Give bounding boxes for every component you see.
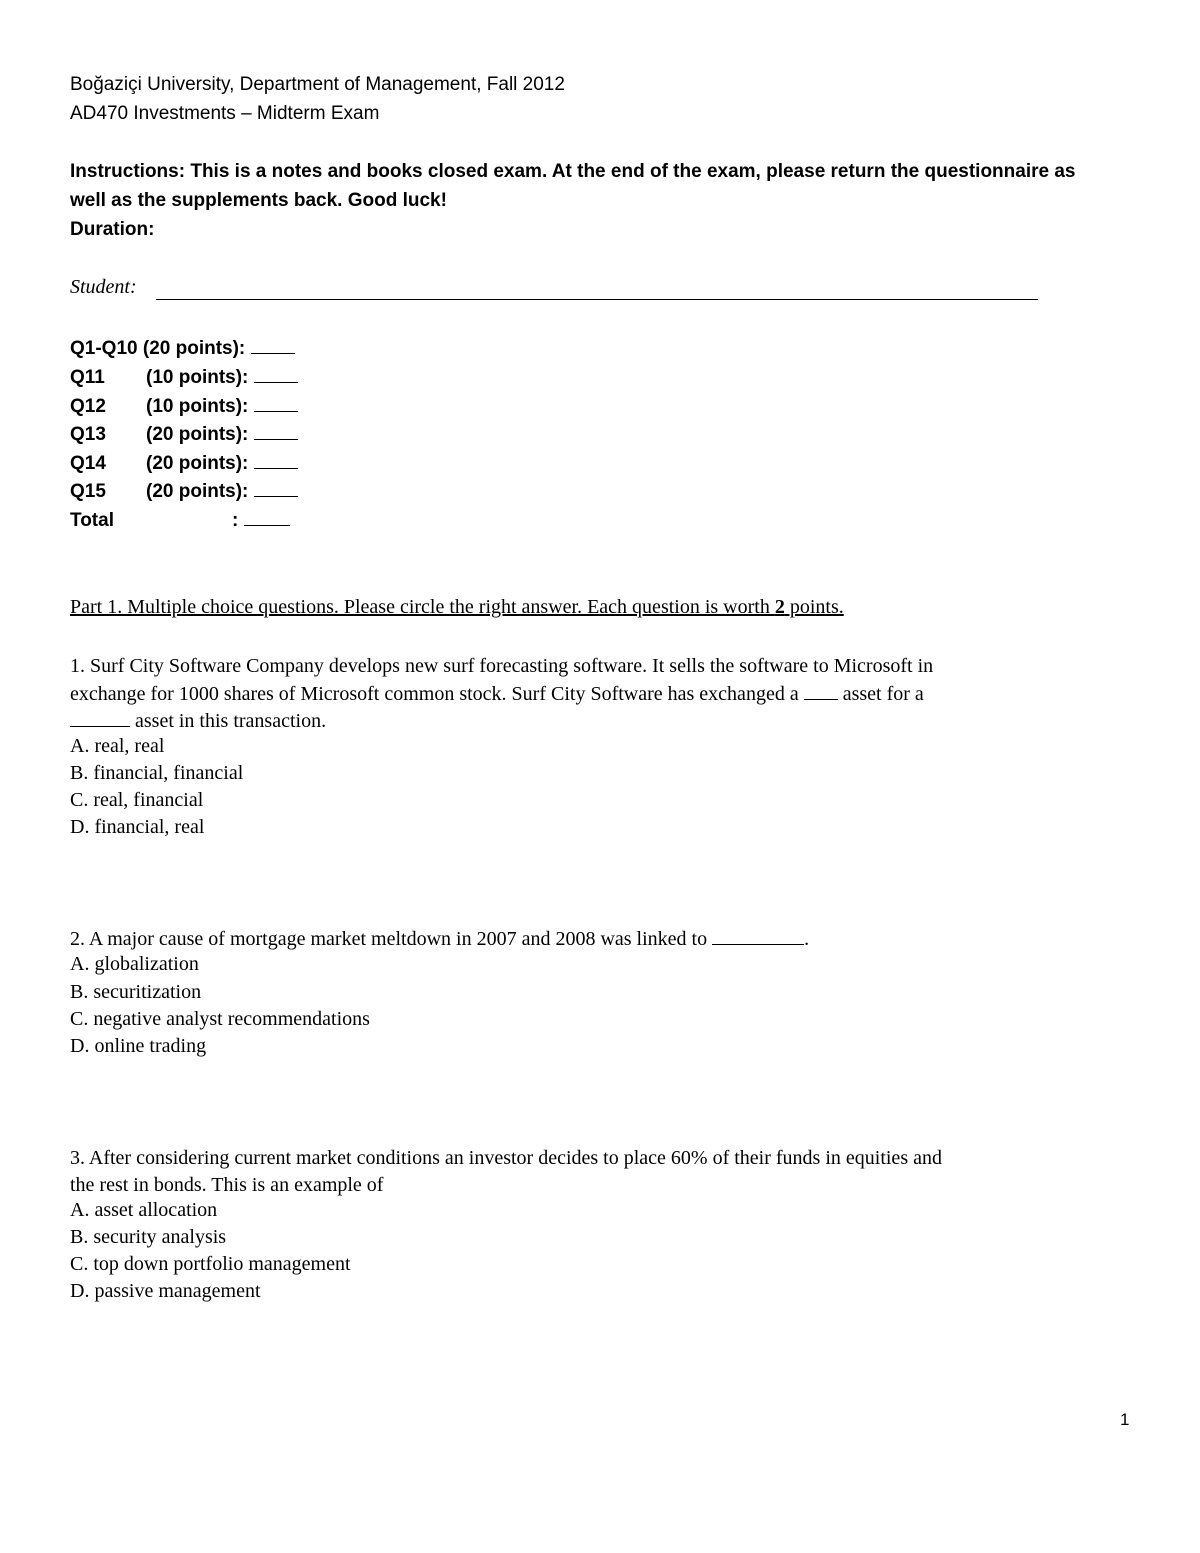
score-points: (20 points):	[146, 453, 249, 474]
question-2-line-1	[70, 926, 809, 954]
score-row	[70, 451, 298, 475]
part1-heading-suffix: points.	[784, 596, 844, 618]
question-1-blank-2[interactable]	[70, 708, 130, 727]
question-1-option-a[interactable]: A. real, real	[70, 735, 165, 757]
question-2-option-b[interactable]: B. securitization	[70, 981, 202, 1003]
score-points: (20 points):	[146, 424, 249, 445]
score-row	[70, 336, 295, 360]
duration-label: Duration:	[70, 219, 155, 240]
total-colon: :	[232, 510, 239, 531]
score-points: (20 points):	[142, 338, 246, 359]
score-row	[70, 365, 298, 389]
question-1-line-2	[70, 681, 924, 709]
score-blank[interactable]	[254, 394, 298, 412]
question-1-blank-1[interactable]	[804, 681, 838, 700]
question-1-option-b[interactable]: B. financial, financial	[70, 762, 244, 784]
question-1-option-c[interactable]: C. real, financial	[70, 789, 204, 811]
score-question: Q11	[70, 367, 105, 388]
score-question: Q12	[70, 396, 106, 417]
total-label: Total	[70, 510, 114, 531]
page-number: 1	[1120, 1410, 1130, 1429]
score-blank[interactable]	[254, 479, 298, 497]
score-row	[70, 394, 298, 418]
score-blank[interactable]	[254, 365, 298, 383]
part1-points: 2	[774, 596, 785, 618]
score-question: Q15	[70, 481, 106, 502]
question-2-option-c[interactable]: C. negative analyst recommendations	[70, 1008, 370, 1030]
score-row	[70, 479, 298, 503]
question-1-line-1: 1. Surf City Software Company develops new surf forecasting software. It sells the software to Microsoft in	[70, 655, 934, 677]
question-1-line-3	[70, 708, 326, 736]
score-blank[interactable]	[254, 422, 298, 440]
score-blank[interactable]	[251, 336, 295, 354]
instructions-line-2: well as the supplements back. Good luck!	[70, 190, 447, 211]
score-question: Q14	[70, 453, 106, 474]
part1-heading	[70, 596, 844, 619]
header-course: AD470 Investments – Midterm Exam	[70, 103, 380, 124]
score-points: (20 points):	[146, 481, 249, 502]
score-question: Q1-Q10	[70, 338, 138, 359]
score-row	[70, 422, 298, 446]
student-label: Student:	[70, 276, 137, 298]
score-blank[interactable]	[254, 451, 298, 469]
question-1-option-d[interactable]: D. financial, real	[70, 816, 205, 838]
question-2-option-d[interactable]: D. online trading	[70, 1035, 207, 1057]
question-1-text: exchange for 1000 shares of Microsoft common stock. Surf City Software has exchanged a	[70, 683, 804, 705]
question-3-option-a[interactable]: A. asset allocation	[70, 1199, 218, 1221]
question-3-option-b[interactable]: B. security analysis	[70, 1226, 227, 1248]
score-question: Q13	[70, 424, 106, 445]
question-3-line-1: 3. After considering current market conditions an investor decides to place 60% of their funds in equities and	[70, 1147, 942, 1169]
score-total-row	[70, 508, 290, 532]
header-university: Boğaziçi University, Department of Management, Fall 2012	[70, 74, 565, 95]
question-2-text: 2. A major cause of mortgage market meltdown in 2007 and 2008 was linked to	[70, 928, 713, 950]
question-2-blank[interactable]	[712, 926, 804, 945]
question-2-option-a[interactable]: A. globalization	[70, 953, 199, 975]
question-3-line-2: the rest in bonds. This is an example of	[70, 1174, 384, 1196]
score-points: (10 points):	[146, 367, 249, 388]
score-points: (10 points):	[146, 396, 249, 417]
question-3-option-c[interactable]: C. top down portfolio management	[70, 1253, 351, 1275]
part1-heading-text: Part 1. Multiple choice questions. Please circle the right answer. Each question is worth	[70, 596, 775, 618]
question-1-text: asset for a	[837, 683, 924, 705]
total-blank[interactable]	[244, 508, 290, 526]
question-3-option-d[interactable]: D. passive management	[70, 1280, 261, 1302]
instructions-line-1: Instructions: This is a notes and books closed exam. At the end of the exam, please return the questionnaire as	[70, 161, 1076, 182]
question-2-text: .	[804, 928, 810, 950]
question-1-text: asset in this transaction.	[130, 710, 327, 732]
student-name-field[interactable]	[156, 299, 1038, 300]
